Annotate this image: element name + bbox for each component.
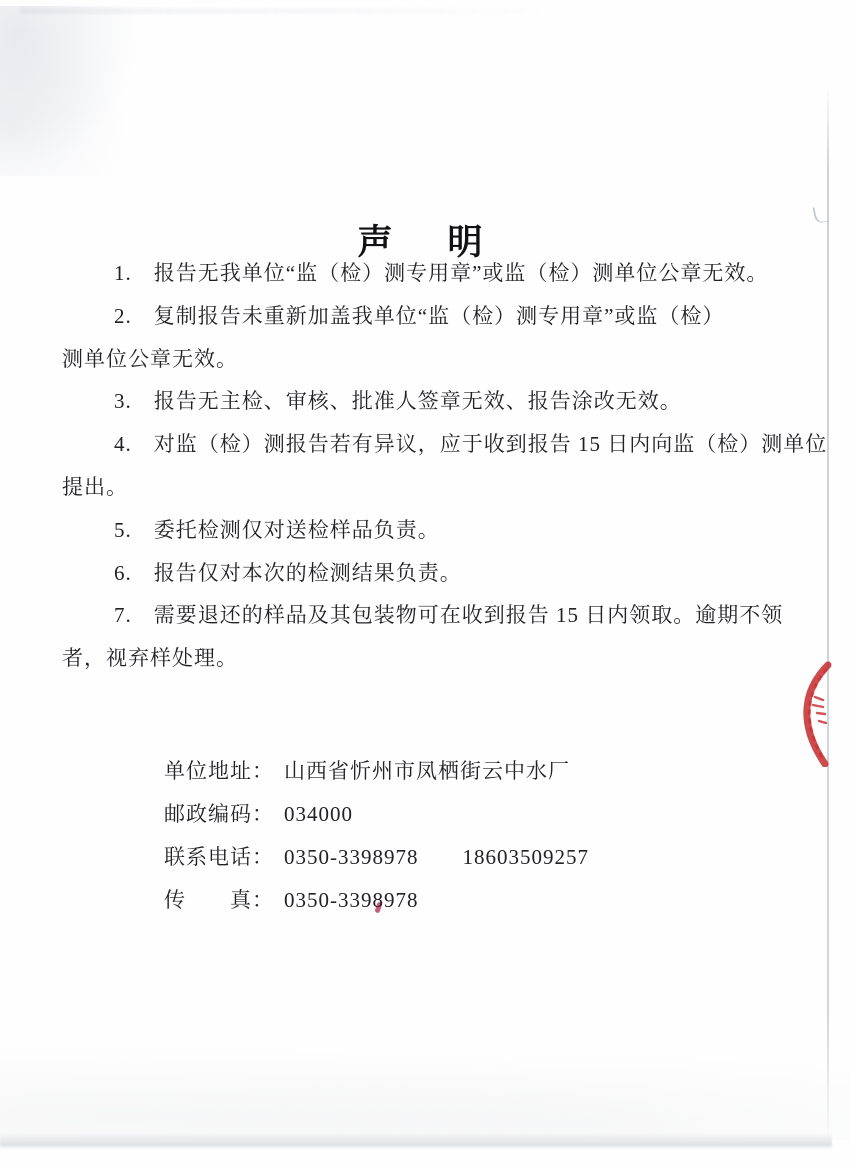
scan-mottle-bottom <box>0 1030 850 1140</box>
statement-line: 测单位公章无效。 <box>62 346 238 371</box>
statement-line: 5. 委托检测仅对送检样品负责。 <box>114 517 440 542</box>
phone-value: 0350-3398978 <box>284 844 419 869</box>
contact-row-address <box>114 707 822 783</box>
scan-streak-top <box>20 8 560 14</box>
page-title: 声 明 <box>357 223 493 263</box>
statement-line: 4. 对监（检）测报告若有异议，应于收到报告 15 日内向监（检）测单位 <box>114 432 828 457</box>
scan-smudge-top-left <box>0 6 150 176</box>
fax-label: 传 真： <box>164 887 274 912</box>
fax-value: 0350-3398978 <box>284 887 419 912</box>
address-label: 单位地址： <box>164 758 274 783</box>
statement-line: 1. 报告无我单位“监（检）测专用章”或监（检）测单位公章无效。 <box>114 261 769 285</box>
contact-info-block <box>62 707 822 912</box>
postcode-label: 邮政编码： <box>164 801 274 826</box>
statement-line: 3. 报告无主检、审核、批准人签章无效、报告涂改无效。 <box>114 389 682 414</box>
statement-line: 2. 复制报告未重新加盖我单位“监（检）测专用章”或监（检） <box>114 303 725 328</box>
mobile-value: 18603509257 <box>462 844 589 869</box>
address-value: 山西省忻州市凤栖街云中水厂 <box>284 758 570 783</box>
statement-line: 者，视弃样处理。 <box>62 646 238 671</box>
statement-line: 6. 报告仅对本次的检测结果负责。 <box>114 560 462 585</box>
postcode-value: 034000 <box>284 801 353 826</box>
statement-body <box>62 252 828 912</box>
statement-line: 7. 需要退还的样品及其包装物可在收到报告 15 日内领取。逾期不领 <box>114 603 784 628</box>
phone-label: 联系电话： <box>164 844 274 869</box>
statement-line: 提出。 <box>62 474 128 499</box>
scan-shadow-band-bottom <box>0 1133 832 1150</box>
